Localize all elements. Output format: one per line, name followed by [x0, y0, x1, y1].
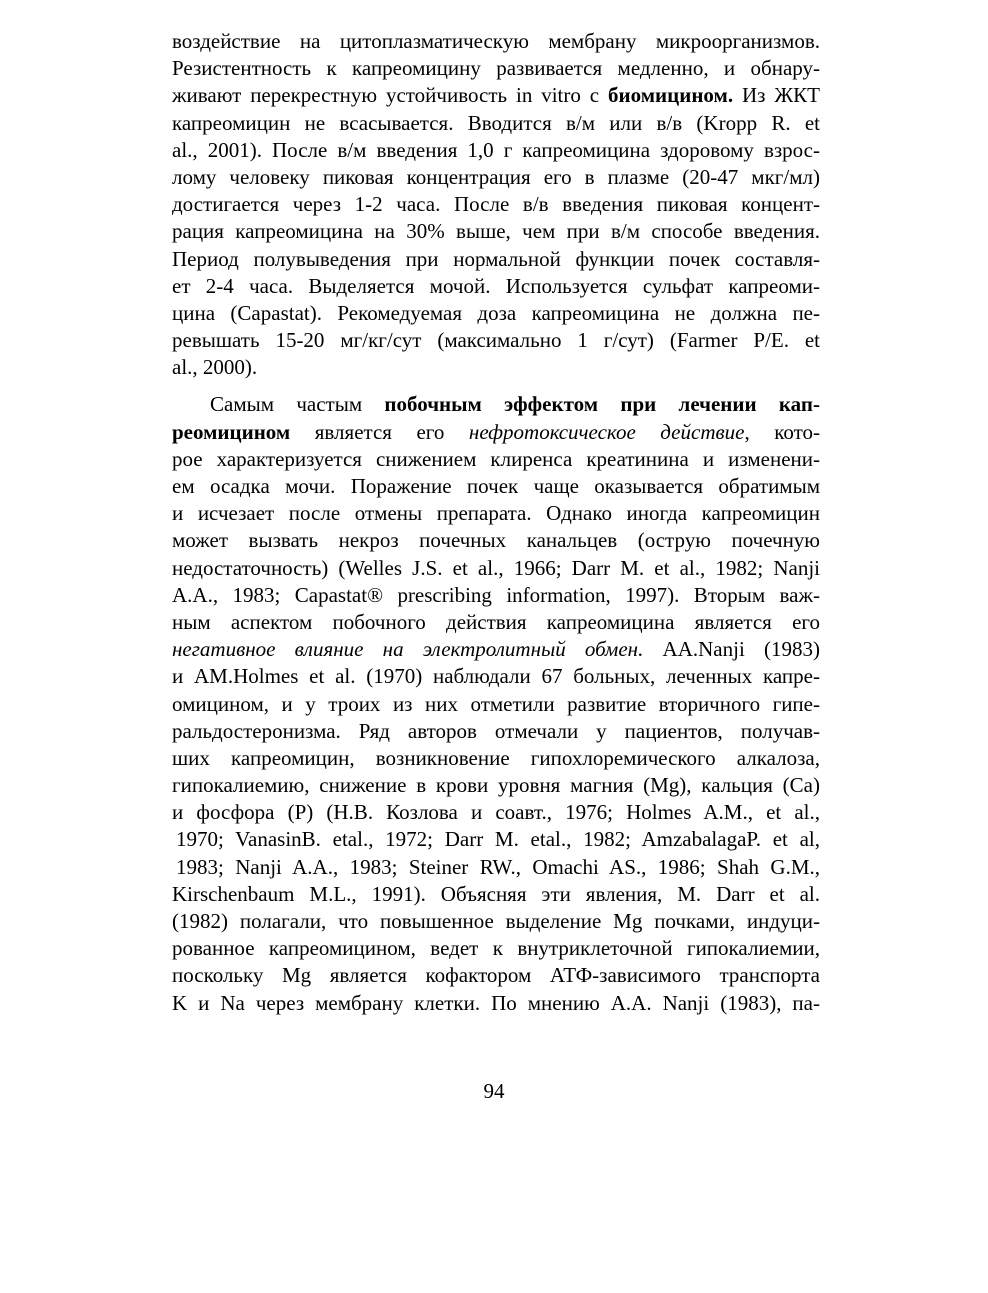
text-line: достигается через 1-2 часа. После в/в введения пиковая концент- — [172, 192, 820, 217]
bold-term: побочным эффектом при лечении кап- — [384, 392, 820, 417]
text-line: и исчезает после отмены препарата. Однако иногда капреомицин — [172, 501, 820, 526]
body-text — [172, 28, 820, 1017]
text-line: недостаточность) (Welles J.S. et al., 1966; Darr M. et al., 1982; Nanji — [172, 555, 820, 580]
bold-term: биомицином. — [608, 83, 734, 108]
text-line: лому человеку пиковая концентрация его в плазме (20-47 мкг/мл) — [172, 164, 820, 189]
text-line: цина (Capastat). Рекомедуемая доза капреомицина не должна пе- — [172, 300, 820, 325]
text-line: 1983; Nanji A.A., 1983; Steiner RW., Omachi AS., 1986; Shah G.M., — [176, 854, 820, 879]
text-line: Резистентность к капреомицину развивается медленно, и обнару- — [172, 56, 820, 81]
text-line — [172, 419, 820, 446]
text-line: al., 2000). — [172, 355, 258, 380]
bold-term: реомицином — [172, 419, 291, 444]
text-line: воздействие на цитоплазматическую мембрану микроорганизмов. — [172, 29, 820, 53]
paragraph-gap — [172, 381, 820, 391]
text-run: живают перекрестную устойчивость in vitro с — [172, 83, 609, 108]
text-line: al., 2001). После в/м введения 1,0 г капреомицина здоровому взрос- — [172, 137, 820, 162]
text-line: ревышать 15-20 мг/кг/сут (максимально 1 г/сут) (Farmer P/E. et — [172, 328, 820, 353]
text-line: рое характеризуется снижением клиренса креатинина и изменени- — [172, 446, 820, 471]
text-line: рация капреомицина на 30% выше, чем при в/м способе введения. — [172, 219, 820, 244]
italic-term: негативное влияние на электролитный обмен. — [172, 637, 644, 662]
text-run: , кото- — [744, 419, 820, 444]
text-line: ным аспектом побочного действия капреомицина является его — [172, 609, 820, 634]
text-line: ральдостеронизма. Ряд авторов отмечали у пациентов, получав- — [172, 718, 820, 743]
text-line: поскольку Mg является кофактором АТФ-зависимого транспорта — [172, 963, 820, 988]
text-line: омицином, и у троих из них отметили развитие вторичного гипе- — [172, 691, 820, 716]
text-line: A.A., 1983; Capastat® prescribing information, 1997). Вторым важ- — [172, 582, 820, 607]
text-line: ет 2-4 часа. Выделяется мочой. Используется сульфат капреоми- — [172, 273, 820, 298]
text-run: является его — [290, 419, 469, 444]
text-run: Самым частым — [210, 392, 385, 417]
text-line: (1982) полагали, что повышенное выделение Mg почками, индуци- — [172, 909, 820, 933]
text-line: Kirschenbaum M.L., 1991). Объясняя эти явления, M. Darr et al. — [172, 881, 820, 906]
text-line: может вызвать некроз почечных канальцев (острую почечную — [172, 528, 820, 553]
text-line — [172, 636, 820, 663]
text-line: ших капреомицин, возникновение гипохлоремического алкалоза, — [172, 745, 820, 770]
text-line: ем осадка мочи. Поражение почек чаще оказывается обратимым — [172, 474, 820, 498]
text-line: капреомицин не всасывается. Вводится в/м или в/в (Kropp R. et — [172, 110, 820, 135]
text-line: и фосфора (P) (Н.В. Козлова и соавт., 1976; Holmes A.M., et al., — [172, 800, 820, 825]
text-run: Из ЖКТ — [733, 83, 820, 108]
text-line: K и Na через мембрану клетки. По мнению A.A. Nanji (1983), па- — [172, 990, 820, 1015]
text-line: Период полувыведения при нормальной функции почек составля- — [172, 246, 820, 271]
text-line — [172, 391, 820, 418]
italic-term: нефротоксическое действие — [468, 419, 745, 444]
text-line: рованное капреомицином, ведет к внутриклеточной гипокалиемии, — [172, 936, 820, 961]
text-line: гипокалиемию, снижение в крови уровня магния (Mg), кальция (Ca) — [172, 773, 820, 798]
paragraph-1 — [172, 28, 820, 381]
text-line: 1970; VanasinB. etal., 1972; Darr M. etal., 1982; AmzabalagaP. et al, — [176, 827, 820, 852]
paragraph-2 — [172, 391, 820, 1016]
page-number: 94 — [483, 1079, 505, 1103]
text-run: AA.Nanji (1983) — [643, 637, 820, 662]
text-line: и AM.Holmes et al. (1970) наблюдали 67 больных, леченных капре- — [172, 664, 820, 689]
text-line — [172, 82, 820, 109]
